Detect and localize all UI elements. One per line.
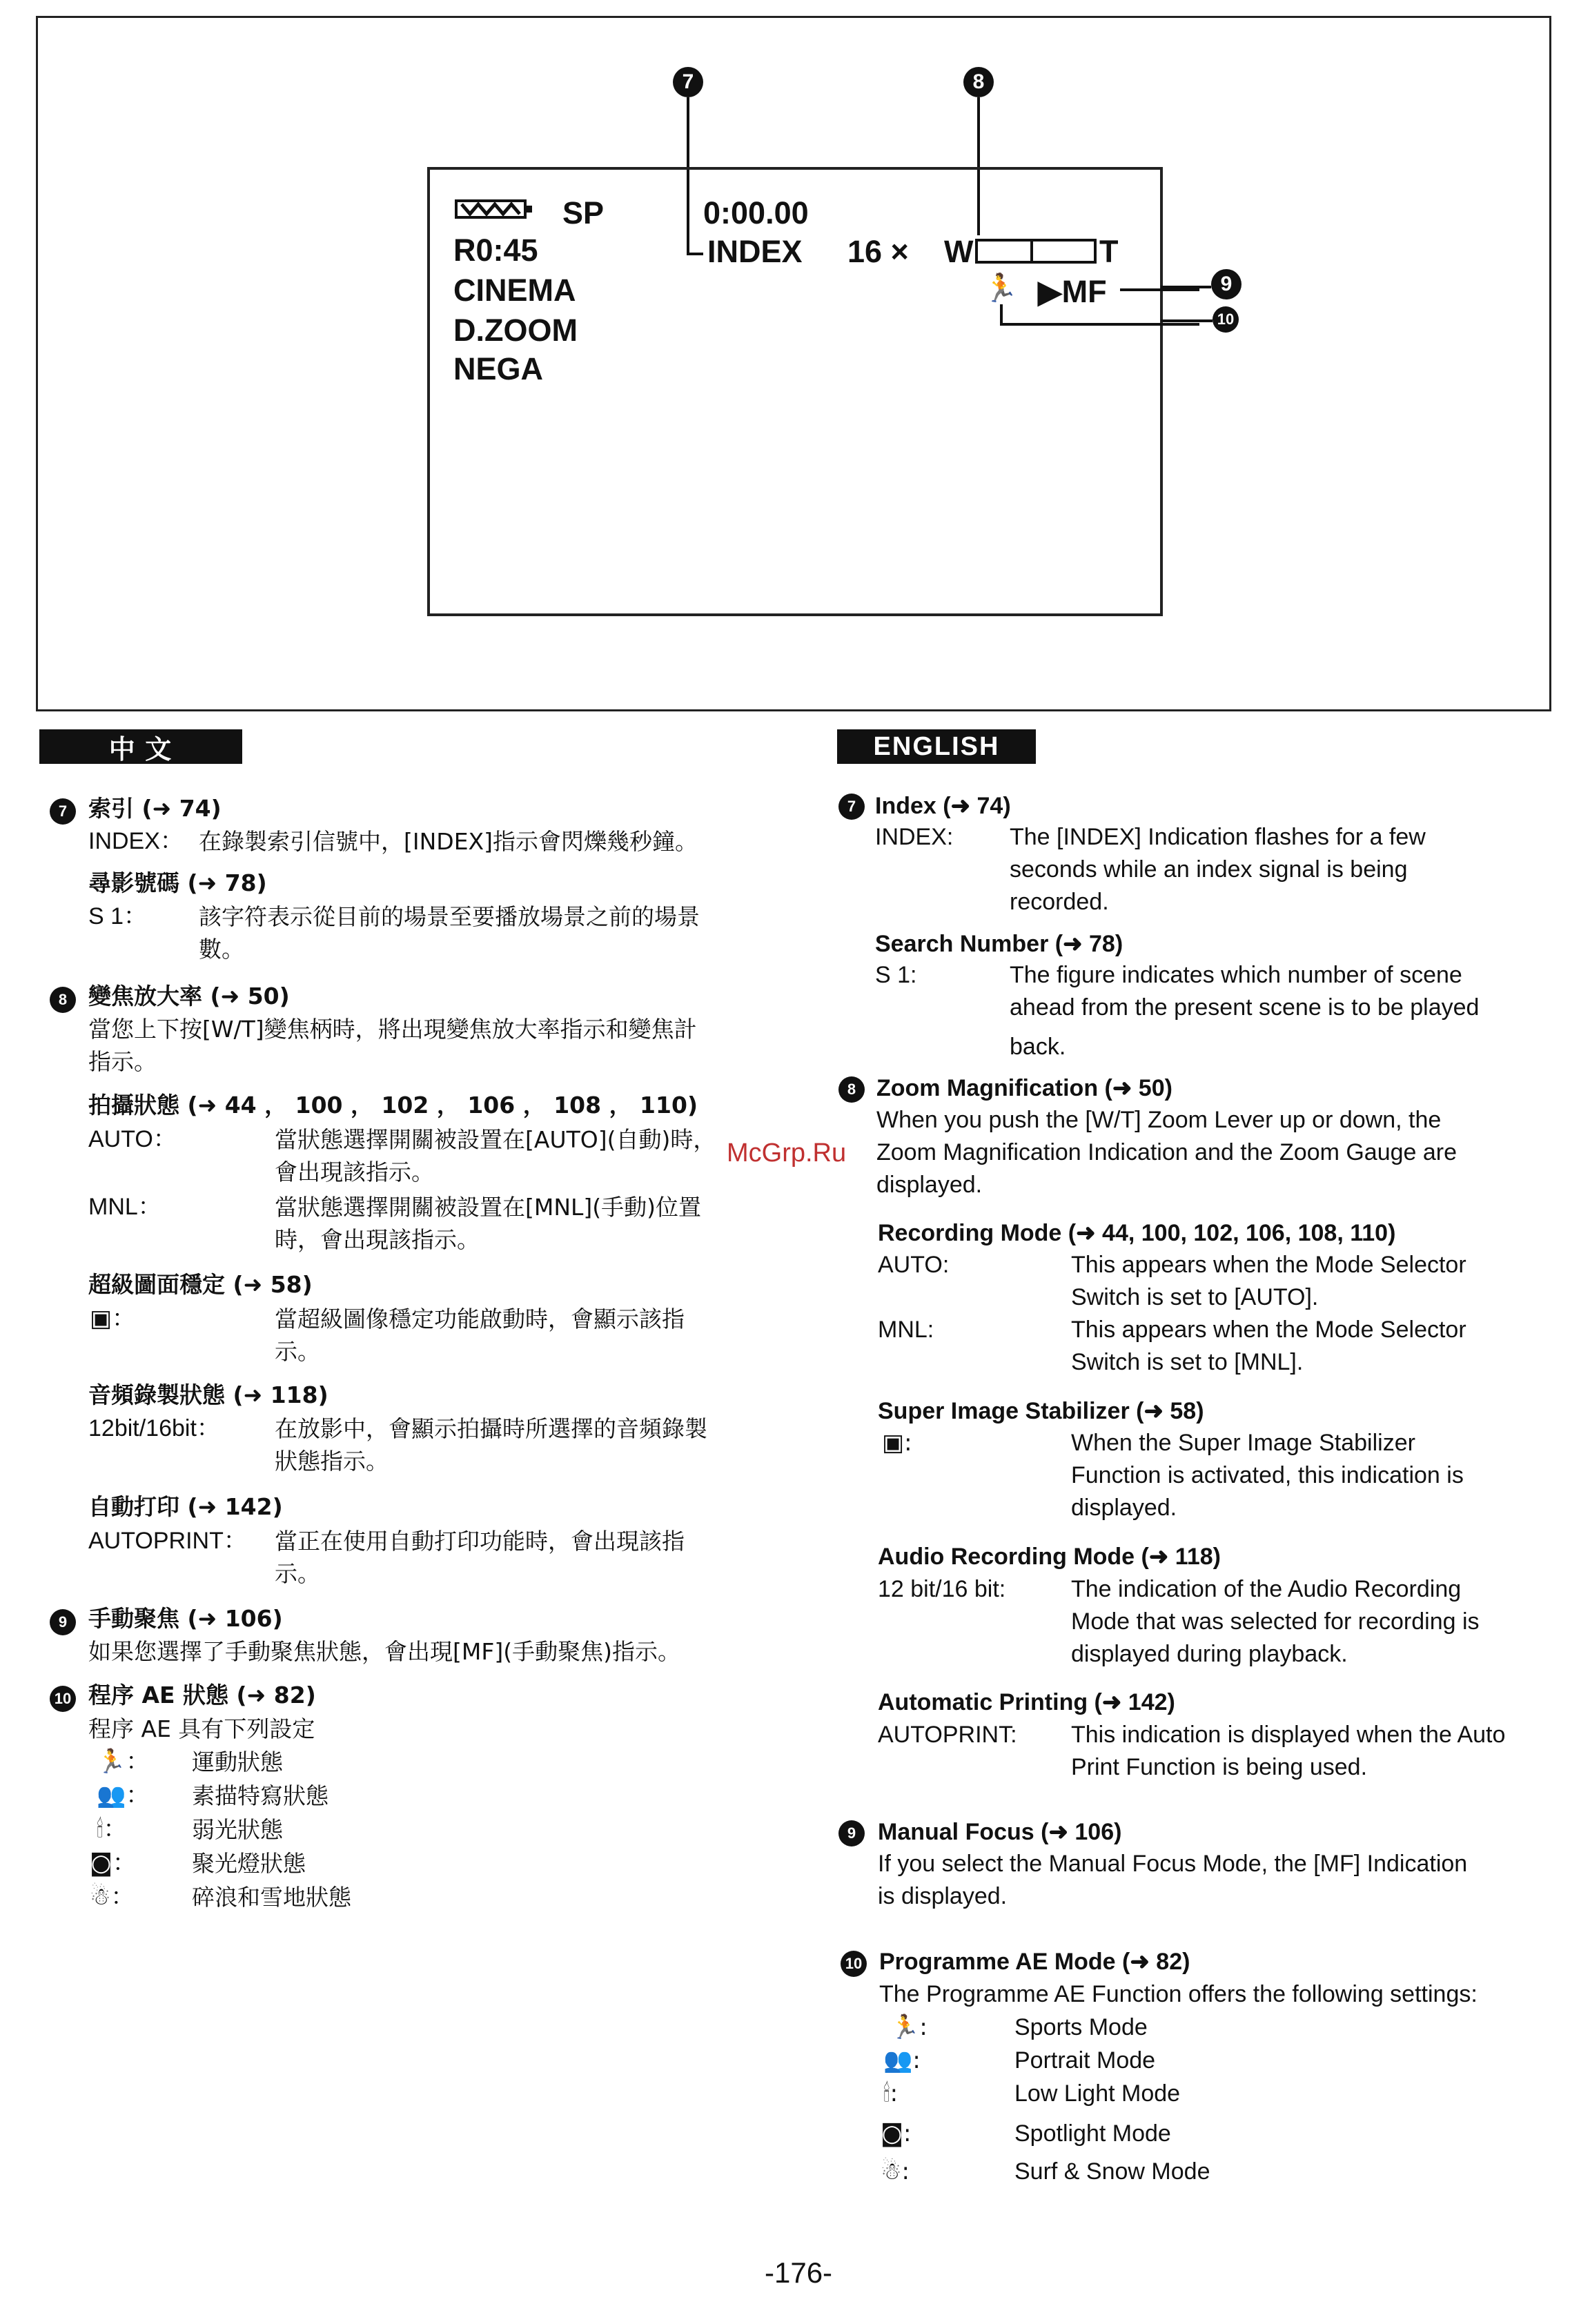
zh-mode-sports: 運動狀態 xyxy=(192,1749,283,1775)
lcd-screen xyxy=(427,167,1163,616)
cinema-indicator: CINEMA xyxy=(453,273,576,308)
leader-line-9-ext xyxy=(1161,286,1211,288)
zh-mnl-text-1: 當狀態選擇開關被設置在[MNL](手動)位置 xyxy=(275,1194,702,1221)
zoom-t-label: T xyxy=(1099,234,1119,269)
marker-7: 7 xyxy=(673,67,703,97)
en-s1-text-1: The figure indicates which number of scene xyxy=(1010,962,1462,988)
en-audio-text-1: The indication of the Audio Recording xyxy=(1071,1576,1462,1602)
page-number: -176- xyxy=(765,2256,833,2289)
zh-mode-portrait: 素描特寫狀態 xyxy=(192,1782,328,1809)
zh-ae-title: 程序 AE 狀態 (➜ 82) xyxy=(88,1682,316,1708)
en-index-text-3: recorded. xyxy=(1010,889,1109,915)
en-mode-lowlight: Low Light Mode xyxy=(1014,2080,1181,2107)
zh-marker-8: 8 xyxy=(50,987,76,1013)
zh-ae-intro: 程序 AE 具有下列設定 xyxy=(88,1715,315,1742)
en-stabilizer-icon: ▣: xyxy=(882,1429,912,1457)
zh-mnl-key: MNL： xyxy=(88,1194,161,1220)
watermark: McGrp.Ru xyxy=(727,1139,847,1168)
zh-index-title: 索引 (➜ 74) xyxy=(88,795,222,822)
mf-indicator: ▶MF xyxy=(1038,274,1107,309)
sports-mode-icon: 🏃 xyxy=(983,273,1018,304)
english-header: ENGLISH xyxy=(837,729,1036,764)
en-s1-key: S 1: xyxy=(875,962,917,988)
en-mode-sports: Sports Mode xyxy=(1014,2014,1148,2040)
en-s1-text-2: ahead from the present scene is to be played xyxy=(1010,994,1480,1021)
en-ae-intro: The Programme AE Function offers the following settings: xyxy=(879,1981,1478,2007)
zh-mf-title: 手動聚焦 (➜ 106) xyxy=(88,1605,283,1632)
sports-icon: 🏃： xyxy=(97,1748,150,1775)
index-indicator: INDEX xyxy=(707,234,803,269)
stabilizer-icon: ▣： xyxy=(90,1305,136,1332)
zh-s1-text-2: 數。 xyxy=(199,936,244,963)
en-marker-8: 8 xyxy=(838,1076,865,1103)
en-spotlight-icon: ◙: xyxy=(881,2120,912,2147)
zh-marker-7: 7 xyxy=(50,798,76,825)
zh-autoprint-title: 自動打印 (➜ 142) xyxy=(88,1493,283,1520)
zh-index-text: 在錄製索引信號中，[INDEX]指示會閃爍幾秒鐘。 xyxy=(199,828,698,855)
low-light-icon: 🕯： xyxy=(97,1815,127,1843)
en-sports-icon: 🏃: xyxy=(890,2013,928,2041)
surf-snow-icon: ☃： xyxy=(90,1883,135,1911)
zh-stab-text-1: 當超級圖像穩定功能啟動時，會顯示該指 xyxy=(275,1306,685,1332)
en-stab-text-3: displayed. xyxy=(1071,1495,1177,1521)
zh-mode-surf: 碎浪和雪地狀態 xyxy=(192,1884,351,1911)
en-rec-title: Recording Mode (➜ 44, 100, 102, 106, 108, 110) xyxy=(878,1220,1396,1246)
en-stab-text-2: Function is activated, this indication is xyxy=(1071,1462,1464,1488)
en-autoprint-text-2: Print Function is being used. xyxy=(1071,1754,1368,1780)
en-portrait-icon: 👥: xyxy=(883,2047,921,2074)
zh-index-key: INDEX： xyxy=(88,828,184,854)
zh-s1-text-1: 該字符表示從目前的場景至要播放場景之前的場景 xyxy=(199,903,700,930)
en-index-text-2: seconds while an index signal is being xyxy=(1010,856,1408,883)
en-marker-7: 7 xyxy=(838,794,865,820)
en-mf-text-1: If you select the Manual Focus Mode, the [MF] Indication xyxy=(878,1851,1468,1877)
en-surf-snow-icon: ☃: xyxy=(881,2158,910,2185)
zh-autoprint-text-1: 當正在使用自動打印功能時，會出現該指 xyxy=(275,1528,685,1555)
en-zoom-title: Zoom Magnification (➜ 50) xyxy=(876,1075,1172,1101)
zh-auto-text-1: 當狀態選擇開關被設置在[AUTO](自動)時， xyxy=(275,1126,716,1153)
en-mnl-text-2: Switch is set to [MNL]. xyxy=(1071,1349,1304,1375)
zh-search-title: 尋影號碼 (➜ 78) xyxy=(88,869,267,896)
zoom-gauge xyxy=(975,239,1097,264)
en-marker-9: 9 xyxy=(838,1820,865,1847)
zh-auto-key: AUTO： xyxy=(88,1126,177,1152)
en-auto-text-2: Switch is set to [AUTO]. xyxy=(1071,1284,1319,1310)
en-mode-spotlight: Spotlight Mode xyxy=(1014,2120,1171,2147)
zoom-magnification: 16 × xyxy=(847,234,909,269)
zh-rec-title: 拍攝狀態 (➜ 44 ， 100 ， 102 ， 106 ， 108 ， 110) xyxy=(88,1092,698,1119)
zh-zoom-text-1: 當您上下按[W/T]變焦柄時，將出現變焦放大率指示和變焦計 xyxy=(88,1016,697,1043)
en-mf-text-2: is displayed. xyxy=(878,1883,1008,1909)
en-mode-surf: Surf & Snow Mode xyxy=(1014,2158,1210,2185)
leader-line-9 xyxy=(1120,288,1199,291)
en-zoom-text-3: displayed. xyxy=(876,1172,983,1198)
zh-audio-text-1: 在放影中，會顯示拍攝時所選擇的音頻錄製 xyxy=(275,1415,707,1442)
leader-line-10b xyxy=(1000,323,1199,326)
remaining-time: R0:45 xyxy=(453,233,538,268)
en-audio-text-2: Mode that was selected for recording is xyxy=(1071,1608,1480,1635)
leader-line-10a xyxy=(1000,304,1003,325)
marker-10: 10 xyxy=(1213,306,1239,333)
zh-stab-title: 超級圖面穩定 (➜ 58) xyxy=(88,1271,313,1298)
en-audio-text-3: displayed during playback. xyxy=(1071,1641,1348,1667)
time-counter: 0:00.00 xyxy=(703,195,809,230)
zh-zoom-title: 變焦放大率 (➜ 50) xyxy=(88,983,290,1010)
zh-autoprint-text-2: 示。 xyxy=(275,1560,320,1587)
en-s1-text-3: back. xyxy=(1010,1034,1066,1060)
en-mode-portrait: Portrait Mode xyxy=(1014,2047,1156,2074)
zh-autoprint-key: AUTOPRINT： xyxy=(88,1528,247,1554)
zh-s1-key: S 1： xyxy=(88,903,148,929)
tape-mode: SP xyxy=(562,195,605,230)
en-mnl-key: MNL: xyxy=(878,1317,934,1343)
en-stab-text-1: When the Super Image Stabilizer xyxy=(1071,1430,1415,1456)
leader-line-10-ext xyxy=(1161,319,1213,322)
en-index-text-1: The [INDEX] Indication flashes for a few xyxy=(1010,824,1426,850)
zh-audio-key: 12bit/16bit： xyxy=(88,1415,220,1441)
en-index-title: Index (➜ 74) xyxy=(875,793,1011,819)
spotlight-icon: ◙： xyxy=(90,1849,136,1877)
zh-marker-10: 10 xyxy=(50,1686,76,1712)
portrait-icon: 👥： xyxy=(97,1782,150,1809)
en-stab-title: Super Image Stabilizer (➜ 58) xyxy=(878,1398,1204,1424)
zh-mnl-text-2: 時，會出現該指示。 xyxy=(275,1226,480,1253)
en-index-key: INDEX: xyxy=(875,824,954,850)
en-low-light-icon: 🕯: xyxy=(883,2080,899,2107)
dzoom-indicator: D.ZOOM xyxy=(453,313,578,348)
en-autoprint-title: Automatic Printing (➜ 142) xyxy=(878,1689,1175,1715)
en-audio-title: Audio Recording Mode (➜ 118) xyxy=(878,1544,1221,1570)
zh-stab-text-2: 示。 xyxy=(275,1338,320,1365)
zh-auto-text-2: 會出現該指示。 xyxy=(275,1159,434,1185)
en-autoprint-text-1: This indication is displayed when the Auto xyxy=(1071,1722,1506,1748)
en-marker-10: 10 xyxy=(841,1951,867,1977)
en-zoom-text-2: Zoom Magnification Indication and the Zoom Gauge are xyxy=(876,1139,1458,1165)
marker-8: 8 xyxy=(963,67,994,97)
nega-indicator: NEGA xyxy=(453,351,544,386)
marker-9: 9 xyxy=(1211,269,1241,299)
zh-mf-text: 如果您選擇了手動聚焦狀態，會出現[MF](手動聚焦)指示。 xyxy=(88,1638,680,1665)
zoom-w-label: W xyxy=(944,234,974,269)
chinese-header: 中 文 xyxy=(39,729,242,764)
zh-audio-title: 音頻錄製狀態 (➜ 118) xyxy=(88,1381,328,1408)
en-zoom-text-1: When you push the [W/T] Zoom Lever up or down, the xyxy=(876,1107,1442,1133)
zh-marker-9: 9 xyxy=(50,1609,76,1635)
zh-mode-lowlight: 弱光狀態 xyxy=(192,1816,283,1843)
en-autoprint-key: AUTOPRINT: xyxy=(878,1722,1017,1748)
en-mnl-text-1: This appears when the Mode Selector xyxy=(1071,1317,1466,1343)
en-audio-key: 12 bit/16 bit: xyxy=(878,1576,1006,1602)
en-auto-text-1: This appears when the Mode Selector xyxy=(1071,1252,1466,1278)
battery-icon xyxy=(455,199,536,219)
en-auto-key: AUTO: xyxy=(878,1252,950,1278)
zh-zoom-text-2: 指示。 xyxy=(88,1048,157,1075)
en-search-title: Search Number (➜ 78) xyxy=(875,931,1123,957)
en-ae-title: Programme AE Mode (➜ 82) xyxy=(879,1949,1190,1975)
zh-audio-text-2: 狀態指示。 xyxy=(275,1448,389,1475)
en-mf-title: Manual Focus (➜ 106) xyxy=(878,1819,1122,1845)
zh-mode-spotlight: 聚光燈狀態 xyxy=(192,1850,306,1877)
